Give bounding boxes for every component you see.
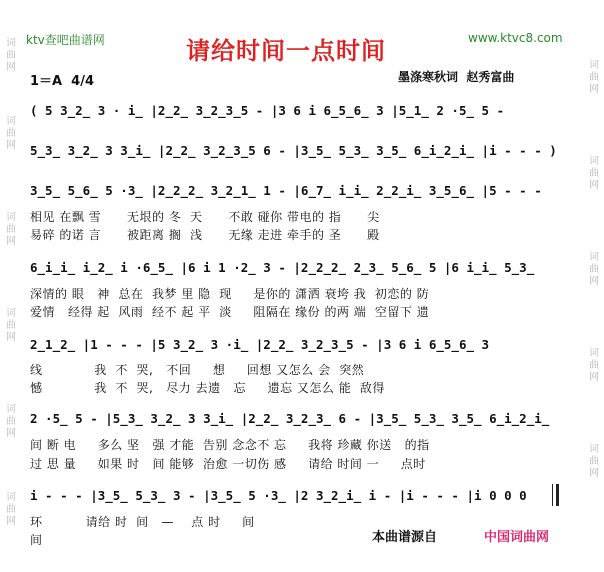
notation-line: 3̲5̲ 5̲6̲ 5 ·3̲ |2̲2̲2̲ 3̲2̲1̲ 1 - |6̲7̲ i̲i̲ 2̲2̲i̲ 3̲5̲6̲ |5 - - - xyxy=(30,183,542,198)
notation-line: 5̲3̲ 3̲2̲ 3 3̲i̲ |2̲2̲ 3̲2̲3̲5 6 - |3̲5̲ 5̲3̲ 3̲5̲ 6̲i̲2̲i̲ |i - - - ) xyxy=(30,143,557,158)
song-credits: 墨涤寒秋词 赵秀富曲 xyxy=(398,70,515,84)
notation-line: 2 ·5̲ 5 - |5̲3̲ 3̲2̲ 3 3̲i̲ |2̲2̲ 3̲2̲3̲ 6 - |3̲5̲ 5̲3̲ 3̲5̲ 6̲i̲2̲i̲ xyxy=(30,411,550,426)
final-barline-thick xyxy=(556,484,559,506)
watermark-left: 词 曲 网 xyxy=(6,116,16,151)
page-title: 请给时间一点时间 xyxy=(186,37,386,65)
watermark-left: 词 曲 网 xyxy=(6,308,16,343)
notation-line: i - - - |3̲5̲ 5̲3̲ 3 - |3̲5̲ 5 ·3̲ |2 3̲2̲i̲ i - |i - - - |i 0 0 0 xyxy=(30,488,527,503)
lyrics-verse-1: 环 请给 时 间 — 点 时 间 xyxy=(30,515,255,529)
lyrics-verse-2: 憾 我 不 哭, 尽力 去遗 忘 遗忘 又怎么 能 敌得 xyxy=(30,381,385,395)
source-site-right: www.ktvc8.com xyxy=(468,31,563,45)
lyrics-verse-1: 线 我 不 哭, 不回 想 回想 又怎么 会 突然 xyxy=(30,363,365,377)
footer-site-link[interactable]: 中国词曲网 xyxy=(484,530,550,545)
lyrics-verse-1: 相见 在飘 雪 无垠的 冬 天 不敢 碰你 带电的 指 尖 xyxy=(30,210,380,224)
watermark-left: 词 曲 网 xyxy=(6,38,16,73)
key-signature: 1＝A 4/4 xyxy=(30,74,94,89)
footer-source-label: 本曲谱源自 xyxy=(372,530,438,545)
lyrics-verse-2: 间 xyxy=(30,533,43,547)
final-barline xyxy=(552,484,553,506)
watermark-right: 词 曲 网 xyxy=(589,252,599,287)
watermark-right: 词 曲 网 xyxy=(589,444,599,479)
lyrics-verse-1: 深情的 眼 神 总在 我梦 里 隐 现 是你的 潇洒 衰垮 我 初恋的 防 xyxy=(30,287,430,301)
lyrics-verse-1: 间 断 电 多么 坚 强 才能 告别 念念不 忘 我将 珍藏 你送 的指 xyxy=(30,438,430,452)
watermark-right: 词 曲 网 xyxy=(589,60,599,95)
watermark-left: 词 曲 网 xyxy=(6,404,16,439)
lyrics-verse-2: 爱情 经得 起 风雨 经不 起 平 淡 阻隔在 缘份 的两 端 空留下 遗 xyxy=(30,305,430,319)
watermark-right: 词 曲 网 xyxy=(589,348,599,383)
source-site-left: ktv查吧曲谱网 xyxy=(26,33,105,47)
notation-line: ( 5 3̲2̲ 3 · i̲ |2̲2̲ 3̲2̲3̲5 - |3 6 i 6̲5̲6̲ 3 |5̲1̲ 2 ·5̲ 5 - xyxy=(30,103,505,118)
lyrics-verse-2: 过 思 量 如果 时 间 能够 治愈 一切伤 感 请给 时间 一 点时 xyxy=(30,457,426,471)
lyrics-verse-2: 易碎 的诺 言 被距离 搁 浅 无缘 走进 牵手的 圣 殿 xyxy=(30,228,380,242)
watermark-left: 词 曲 网 xyxy=(6,212,16,247)
watermark-right: 词 曲 网 xyxy=(589,156,599,191)
notation-line: 2̲1̲2̲ |1 - - - |5 3̲2̲ 3 ·i̲ |2̲2̲ 3̲2̲3̲5 - |3 6 i 6̲5̲6̲ 3 xyxy=(30,337,490,352)
notation-line: 6̲i̲i̲ i̲2̲ i ·6̲5̲ |6 i 1 ·2̲ 3 - |2̲2̲2̲ 2̲3̲ 5̲6̲ 5 |6 i̲i̲ 5̲3̲ xyxy=(30,260,535,275)
watermark-left: 词 曲 网 xyxy=(6,492,16,527)
